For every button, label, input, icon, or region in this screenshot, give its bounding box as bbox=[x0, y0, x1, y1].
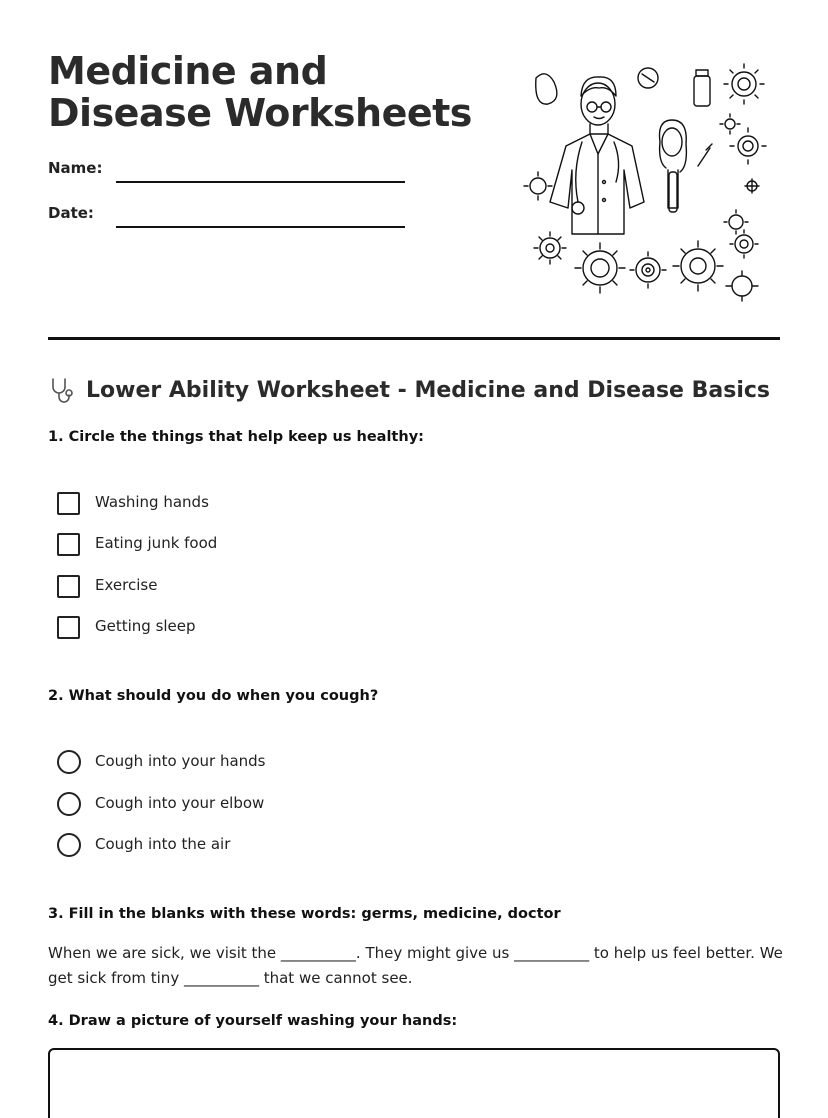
date-label: Date: bbox=[48, 204, 94, 222]
option-label: Washing hands bbox=[95, 493, 209, 511]
header-divider bbox=[48, 337, 780, 340]
name-field[interactable] bbox=[48, 159, 408, 183]
name-label: Name: bbox=[48, 159, 103, 177]
radio-button[interactable] bbox=[57, 750, 81, 774]
question-2-prompt: 2. What should you do when you cough? bbox=[48, 688, 379, 704]
option-label: Exercise bbox=[95, 576, 158, 594]
question-1-prompt: 1. Circle the things that help keep us healthy: bbox=[48, 429, 424, 445]
checkbox[interactable] bbox=[57, 533, 80, 556]
q1-option[interactable] bbox=[57, 532, 218, 556]
q2-option[interactable] bbox=[57, 750, 266, 774]
virus-particles bbox=[524, 64, 766, 301]
page-title: Medicine and Disease Worksheets bbox=[48, 49, 472, 135]
radio-button[interactable] bbox=[57, 792, 81, 816]
fill-in-blanks-text[interactable]: When we are sick, we visit the __________. They might give us __________ to help us feel better. We get sick from tiny __________ that we cannot see. bbox=[48, 944, 783, 987]
option-label: Cough into the air bbox=[95, 835, 231, 853]
doctor-figure bbox=[550, 77, 644, 234]
q1-option[interactable] bbox=[57, 491, 209, 515]
medicine-bottles bbox=[536, 68, 710, 106]
checkbox[interactable] bbox=[57, 575, 80, 598]
radio-button[interactable] bbox=[57, 833, 81, 857]
option-label: Eating junk food bbox=[95, 534, 218, 552]
option-label: Cough into your hands bbox=[95, 752, 266, 770]
q1-option[interactable] bbox=[57, 574, 158, 598]
woman-figure bbox=[660, 120, 713, 212]
checkbox[interactable] bbox=[57, 616, 80, 639]
date-field[interactable] bbox=[48, 204, 408, 228]
question-4-prompt: 4. Draw a picture of yourself washing your hands: bbox=[48, 1013, 458, 1029]
doctor-and-viruses-illustration bbox=[520, 62, 770, 302]
stethoscope-icon bbox=[48, 375, 78, 405]
q2-option[interactable] bbox=[57, 792, 265, 816]
option-label: Cough into your elbow bbox=[95, 794, 265, 812]
name-line[interactable] bbox=[116, 181, 405, 183]
section-heading bbox=[48, 374, 770, 406]
section-title: Lower Ability Worksheet - Medicine and Disease Basics bbox=[86, 377, 771, 403]
drawing-area[interactable] bbox=[48, 1048, 780, 1118]
q2-option[interactable] bbox=[57, 833, 231, 857]
date-line[interactable] bbox=[116, 226, 405, 228]
question-3-prompt: 3. Fill in the blanks with these words: germs, medicine, doctor bbox=[48, 906, 561, 922]
q1-option[interactable] bbox=[57, 615, 196, 639]
option-label: Getting sleep bbox=[95, 617, 196, 635]
checkbox[interactable] bbox=[57, 492, 80, 515]
